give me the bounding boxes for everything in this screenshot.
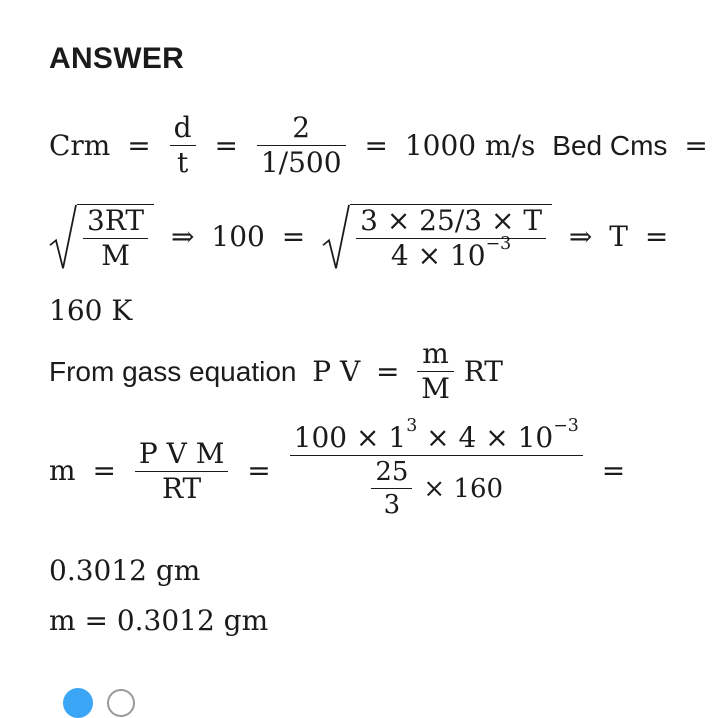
equation-line-5 bbox=[49, 416, 633, 520]
temperature-result: 160 K bbox=[49, 294, 133, 327]
fraction-substituted bbox=[358, 204, 544, 272]
fraction-numerator: 3RT bbox=[87, 204, 145, 237]
crm-symbol: Crm bbox=[49, 128, 111, 162]
implies-arrow: ⇒ bbox=[171, 220, 195, 253]
equals-sign: = bbox=[281, 220, 306, 253]
equation-line-1 bbox=[49, 111, 716, 179]
fraction-denominator bbox=[356, 234, 546, 272]
equals-sign: = bbox=[92, 454, 116, 487]
fraction-denominator: M bbox=[83, 238, 148, 270]
fraction-denominator: t bbox=[170, 145, 196, 177]
fraction-pvm-over-rt bbox=[137, 436, 227, 505]
equals-sign: = bbox=[644, 220, 669, 253]
mass-symbol: m bbox=[49, 454, 76, 487]
pv-symbol: P V bbox=[312, 354, 361, 388]
fraction-denominator: M bbox=[417, 371, 454, 403]
fraction-numerator: P V M bbox=[138, 436, 225, 470]
equation-line-2 bbox=[49, 204, 676, 270]
footer-row-cropped bbox=[49, 688, 135, 718]
inline-text: Bed Cms bbox=[552, 129, 668, 161]
fraction-numerator: 3 × 25/3 × T bbox=[360, 204, 542, 237]
gas-equation-text: From gass equation bbox=[49, 355, 297, 387]
fraction-denominator: 3 bbox=[371, 488, 412, 518]
fraction-m-over-m bbox=[419, 337, 452, 405]
answer-heading: ANSWER bbox=[49, 42, 185, 75]
blue-badge-icon bbox=[63, 688, 93, 718]
trailing-equals: = bbox=[684, 128, 708, 162]
equation-line-4 bbox=[49, 337, 503, 405]
implies-arrow: ⇒ bbox=[568, 220, 593, 253]
fraction-25-over-3 bbox=[373, 459, 410, 518]
equals-sign: = bbox=[376, 354, 400, 388]
fraction-denominator bbox=[290, 455, 583, 518]
fraction-numerator: m bbox=[422, 337, 449, 370]
equals-sign: = bbox=[214, 128, 238, 162]
radical-sign-icon bbox=[322, 204, 350, 270]
denominator-tail: × 160 bbox=[423, 473, 504, 504]
fraction-3rt-over-m bbox=[85, 204, 146, 272]
circle-icon bbox=[107, 689, 135, 717]
speed-value: 100 bbox=[211, 220, 265, 253]
fraction-numeric bbox=[292, 416, 581, 520]
fraction-denominator: RT bbox=[135, 471, 229, 503]
fraction-numerator: 25 bbox=[375, 457, 409, 487]
sqrt-substituted bbox=[322, 204, 552, 270]
equals-sign: = bbox=[247, 454, 271, 487]
den-base: 4 × 10 bbox=[390, 239, 486, 272]
num-exponent-2: −3 bbox=[553, 416, 579, 436]
num-exponent-1: 3 bbox=[406, 416, 418, 436]
sqrt-3rt-over-m bbox=[49, 204, 154, 270]
equals-sign: = bbox=[364, 128, 388, 162]
fraction-denominator: 1/500 bbox=[257, 145, 346, 177]
fraction-numerator: 2 bbox=[292, 111, 311, 144]
final-answer: m = 0.3012 gm bbox=[49, 604, 269, 637]
temperature-symbol: T bbox=[609, 220, 628, 253]
fraction-2-over-1-500 bbox=[259, 111, 344, 179]
rms-value: 1000 m/s bbox=[404, 128, 536, 162]
fraction-numerator bbox=[292, 416, 581, 455]
den-exponent: −3 bbox=[485, 234, 512, 254]
num-part-a: 100 × 1 bbox=[293, 421, 407, 454]
trailing-equals: = bbox=[601, 454, 626, 487]
mass-result: 0.3012 gm bbox=[49, 554, 201, 587]
num-part-b: × 4 × 10 bbox=[417, 421, 554, 454]
fraction-numerator: d bbox=[173, 111, 192, 144]
rt-symbol: RT bbox=[463, 354, 503, 388]
equals-sign: = bbox=[127, 128, 151, 162]
fraction-d-over-t bbox=[172, 111, 194, 179]
radical-sign-icon bbox=[49, 204, 77, 270]
